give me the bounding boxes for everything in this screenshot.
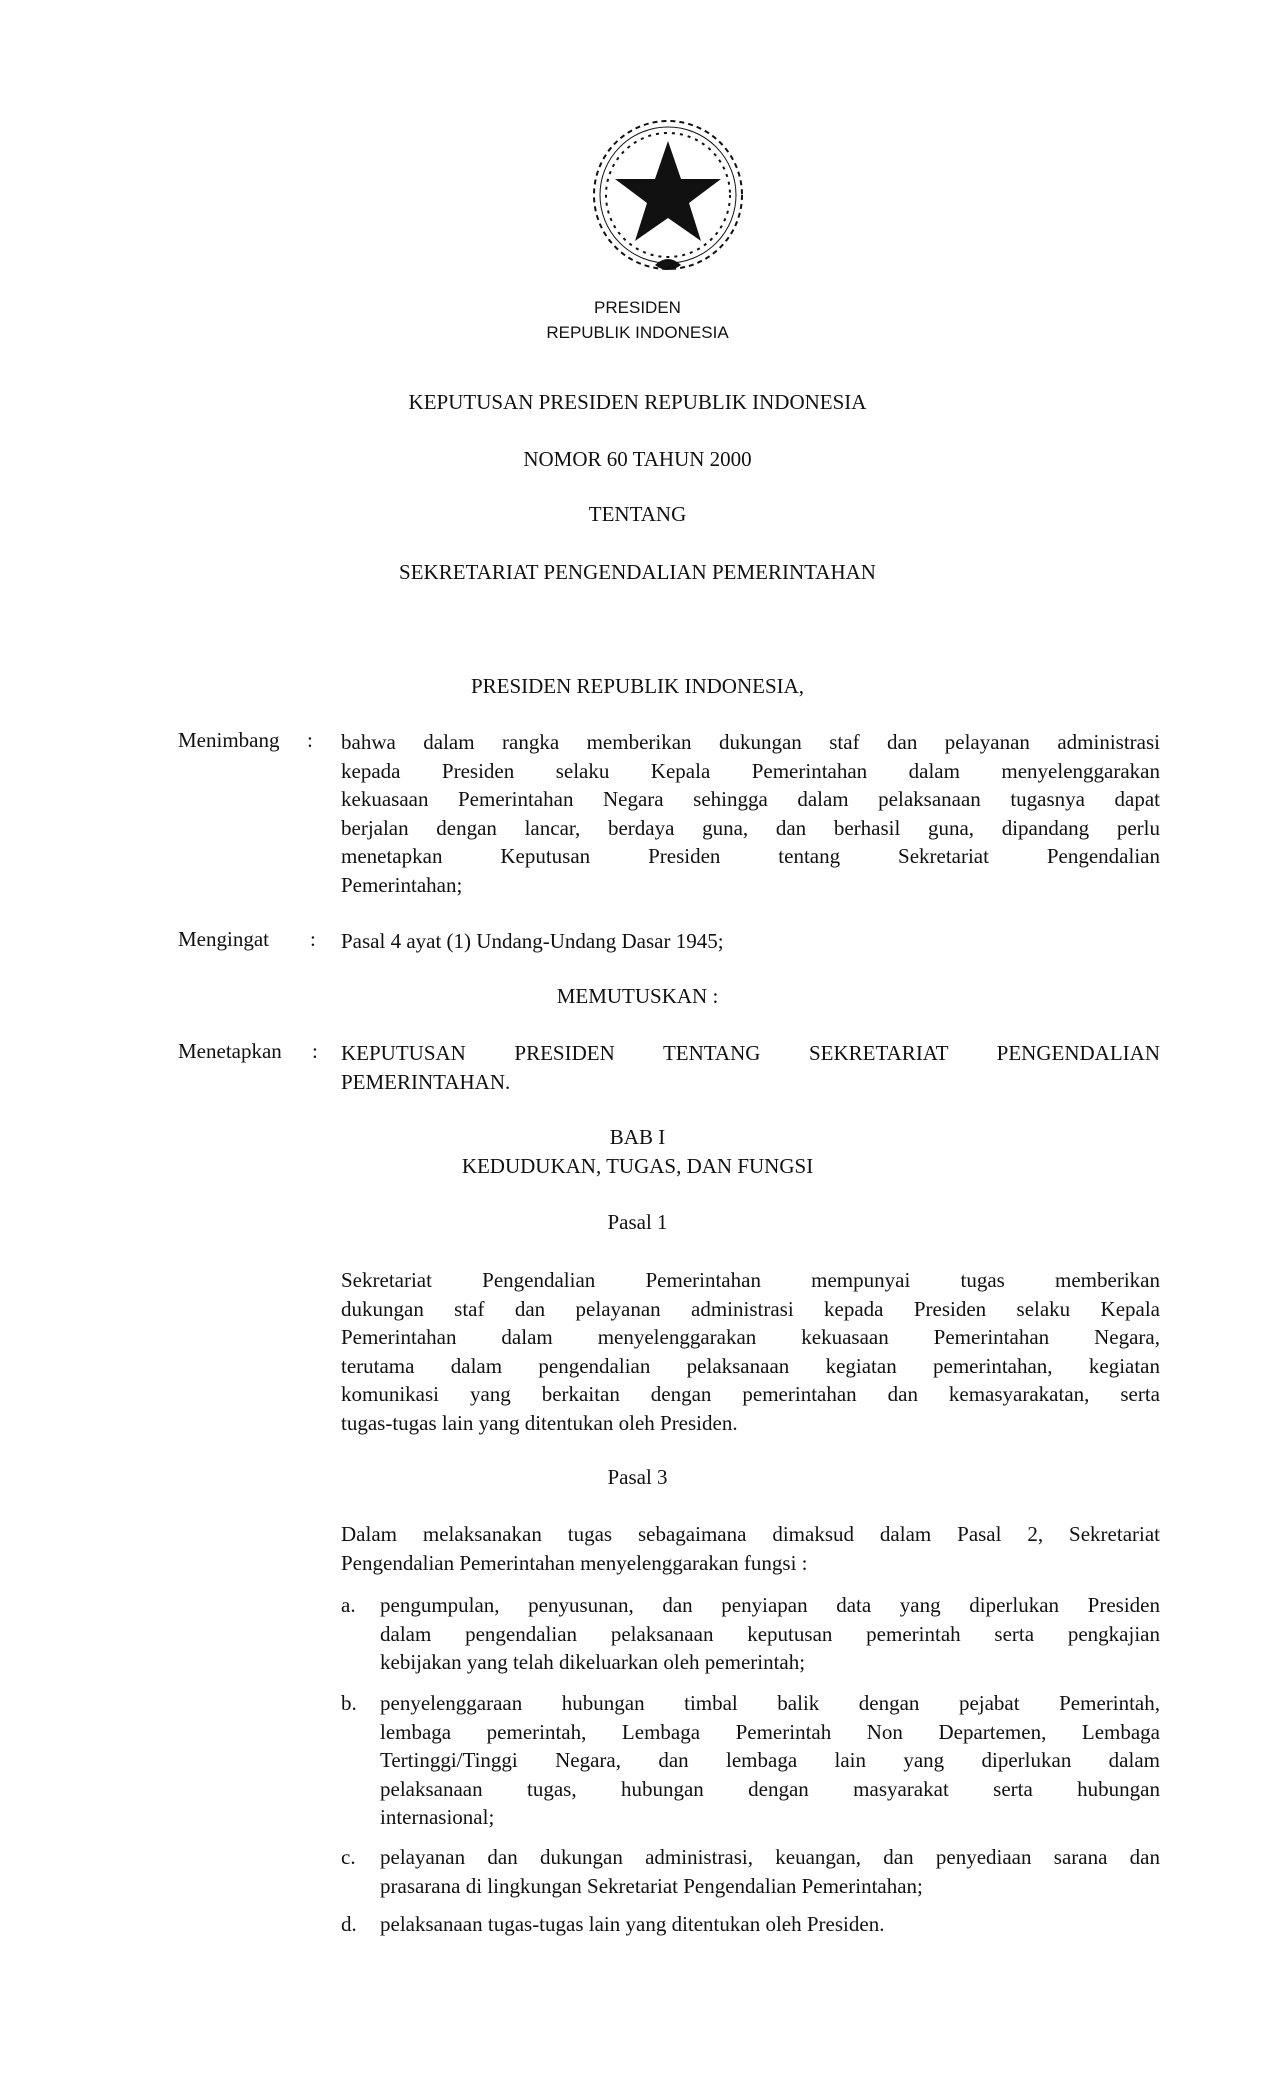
bab-title: KEDUDUKAN, TUGAS, DAN FUNGSI	[461, 1154, 814, 1178]
text-line: dalam pengendalian pelaksanaan keputusan pemerintah serta pengkajian	[380, 1621, 1160, 1646]
bab-number: BAB I	[609, 1125, 666, 1149]
list-marker: a.	[341, 1593, 356, 1617]
text-line: berjalan dengan lancar, berdaya guna, dan berhasil guna, dipandang perlu	[341, 815, 1160, 840]
text-line: lembaga pemerintah, Lembaga Pemerintah Non Departemen, Lembaga	[380, 1719, 1160, 1744]
document-subject: SEKRETARIAT PENGENDALIAN PEMERINTAHAN	[399, 560, 876, 584]
text-line: Pengendalian Pemerintahan menyelenggarakan fungsi :	[341, 1550, 808, 1575]
menetapkan-colon: :	[312, 1039, 318, 1063]
text-line: penyelenggaraan hubungan timbal balik dengan pejabat Pemerintah,	[380, 1691, 1160, 1715]
text-line: Pasal 4 ayat (1) Undang-Undang Dasar 1945;	[341, 929, 724, 953]
list-marker: b.	[341, 1691, 357, 1715]
text-line: Tertinggi/Tinggi Negara, dan lembaga lain yang diperlukan dalam	[380, 1748, 1160, 1773]
pasal3-heading: Pasal 3	[607, 1465, 668, 1489]
list-item	[380, 1689, 1160, 1832]
pasal1-text	[341, 1266, 1160, 1438]
list-item	[380, 1843, 1160, 1900]
pasal1-heading: Pasal 1	[607, 1210, 668, 1234]
mengingat-text	[341, 927, 1160, 956]
opening-line: PRESIDEN REPUBLIK INDONESIA,	[470, 674, 805, 698]
pasal3-intro	[341, 1520, 1160, 1577]
text-line: prasarana di lingkungan Sekretariat Pengendalian Pemerintahan;	[380, 1873, 923, 1898]
mengingat-label: Mengingat	[178, 927, 269, 951]
text-line: KEPUTUSAN PRESIDEN TENTANG SEKRETARIAT PENGENDALIAN	[341, 1041, 1160, 1065]
text-line: menetapkan Keputusan Presiden tentang Sekretariat Pengendalian	[341, 844, 1160, 869]
mengingat-colon: :	[310, 927, 316, 951]
text-line: PEMERINTAHAN.	[341, 1069, 511, 1094]
presidential-emblem-icon	[585, 115, 751, 281]
text-line: tugas-tugas lain yang ditentukan oleh Presiden.	[341, 1410, 738, 1435]
text-line: Sekretariat Pengendalian Pemerintahan mempunyai tugas memberikan	[341, 1268, 1160, 1292]
text-line: pelaksanaan tugas-tugas lain yang ditentukan oleh Presiden.	[380, 1912, 885, 1936]
text-line: kebijakan yang telah dikeluarkan oleh pemerintah;	[380, 1650, 806, 1675]
header-republik-indonesia: REPUBLIK INDONESIA	[546, 323, 729, 342]
list-marker: d.	[341, 1912, 357, 1936]
text-line: kekuasaan Pemerintahan Negara sehingga dalam pelaksanaan tugasnya dapat	[341, 787, 1160, 812]
menetapkan-text	[341, 1039, 1160, 1096]
text-line: kepada Presiden selaku Kepala Pemerintahan dalam menyelenggarakan	[341, 758, 1160, 783]
text-line: terutama dalam pengendalian pelaksanaan kegiatan pemerintahan, kegiatan	[341, 1353, 1160, 1378]
text-line: pengumpulan, penyusunan, dan penyiapan data yang diperlukan Presiden	[380, 1593, 1160, 1617]
list-marker: c.	[341, 1845, 356, 1869]
text-line: bahwa dalam rangka memberikan dukungan staf dan pelayanan administrasi	[341, 730, 1160, 754]
menimbang-colon: :	[307, 728, 313, 752]
menimbang-label: Menimbang	[178, 728, 280, 752]
text-line: internasional;	[380, 1805, 495, 1830]
document-number: NOMOR 60 TAHUN 2000	[523, 447, 752, 471]
menimbang-text	[341, 728, 1160, 900]
text-line: pelaksanaan tugas, hubungan dengan masyarakat serta hubungan	[380, 1776, 1160, 1801]
text-line: komunikasi yang berkaitan dengan pemerintahan dan kemasyarakatan, serta	[341, 1382, 1160, 1407]
memutuskan-heading: MEMUTUSKAN :	[556, 984, 719, 1008]
menetapkan-label: Menetapkan	[178, 1039, 282, 1063]
text-line: Dalam melaksanakan tugas sebagaimana dimaksud dalam Pasal 2, Sekretariat	[341, 1522, 1160, 1546]
document-tentang: TENTANG	[588, 502, 687, 526]
document-title: KEPUTUSAN PRESIDEN REPUBLIK INDONESIA	[408, 390, 867, 414]
list-item	[380, 1591, 1160, 1677]
text-line: Pemerintahan;	[341, 872, 463, 897]
text-line: Pemerintahan dalam menyelenggarakan kekuasaan Pemerintahan Negara,	[341, 1325, 1160, 1350]
text-line: dukungan staf dan pelayanan administrasi kepada Presiden selaku Kepala	[341, 1296, 1160, 1321]
header-presiden: PRESIDEN	[594, 298, 681, 317]
text-line: pelayanan dan dukungan administrasi, keuangan, dan penyediaan sarana dan	[380, 1845, 1160, 1869]
list-item	[380, 1910, 1160, 1939]
